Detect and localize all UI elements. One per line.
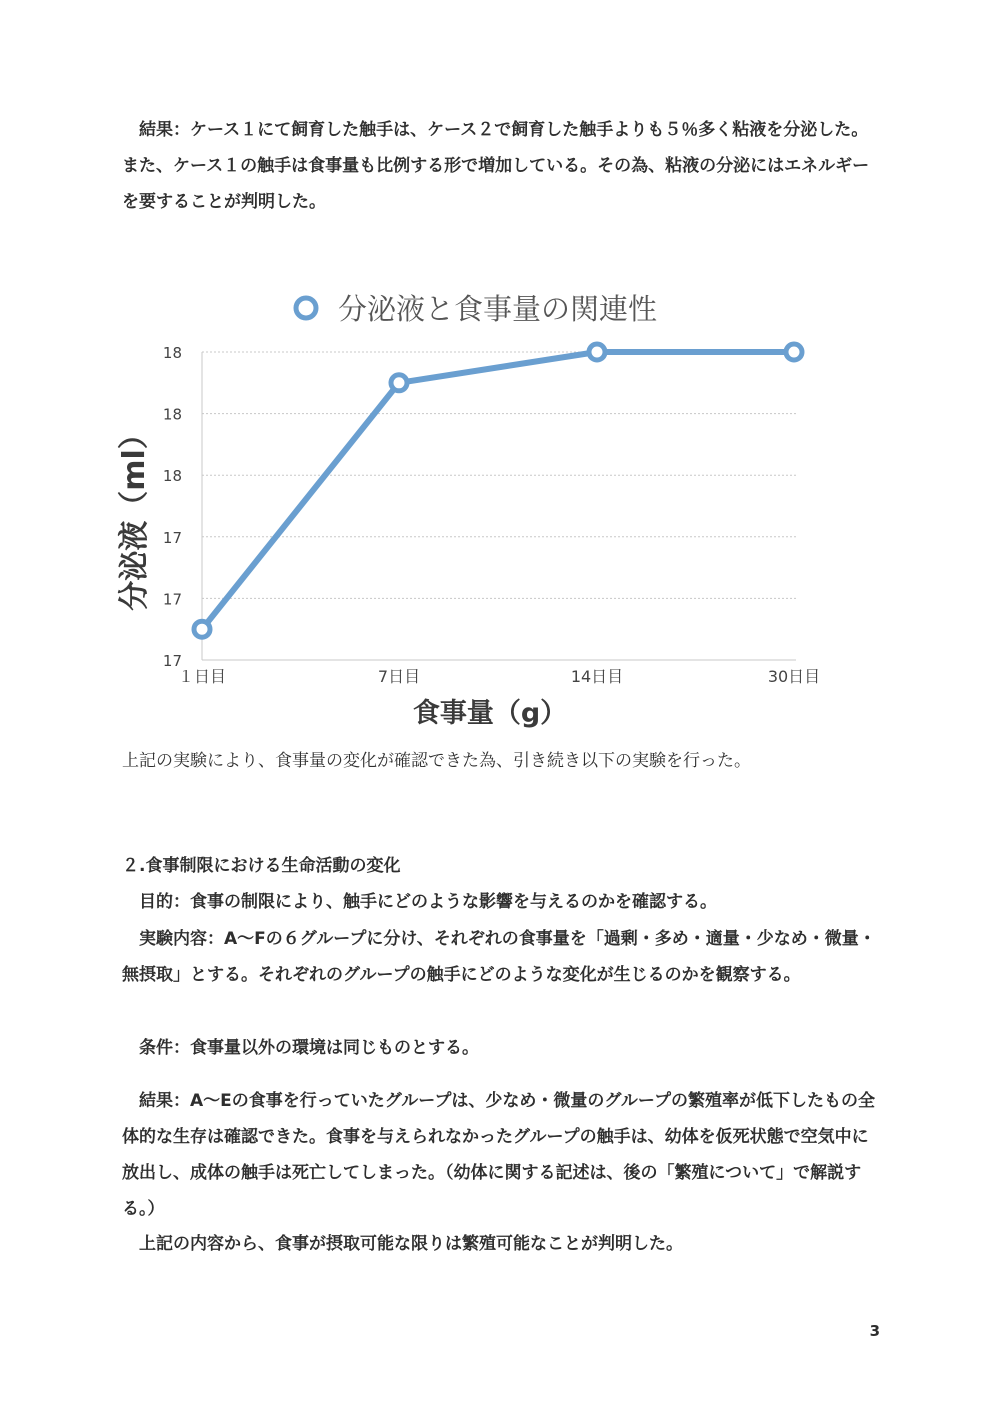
data-points — [194, 344, 802, 637]
x-axis-label: 食事量（g） — [412, 698, 568, 729]
x-tick-label: 14日目 — [570, 667, 624, 686]
section2-purpose: 目的：食事の制限により、触手にどのような影響を与えるのかを確認する。 — [139, 892, 717, 912]
grid-lines — [202, 352, 796, 660]
section2-result: 結果：A〜Eの食事を行っていたグループは、少なめ・微量のグループの繁殖率が低下したもの全体的な生存は確認できた。食事を与えられなかったグループの触手は、幼体を仮死状態で空気中に放出し、成体の触手は死亡してしまった。（幼体に関する記述は、後の「繁殖について」で解説する。） — [122, 1091, 876, 1219]
intro-result-paragraph: 結果：ケース１にて飼育した触手は、ケース２で飼育した触手よりも５％多く粘液を分泌した。また、ケース１の触手は食事量も比例する形で増加している。その為、粘液の分泌にはエネルギーを要することが判明した。 — [122, 120, 870, 212]
x-tick-labels — [178, 667, 820, 686]
y-axis-label: 分泌液（ml） — [117, 419, 152, 611]
x-tick-label: 7日目 — [377, 667, 421, 686]
chart-legend — [288, 292, 657, 326]
y-tick-label: 18 — [162, 467, 182, 486]
data-point — [194, 621, 210, 637]
section2-heading: ２.食事制限における生命活動の変化 — [122, 856, 401, 876]
y-tick-label: 17 — [162, 590, 182, 609]
series-line — [202, 352, 794, 629]
chart-title: 分泌液と食事量の関連性 — [338, 292, 658, 326]
section2-condition: 条件：食事量以外の環境は同じものとする。 — [139, 1038, 479, 1058]
y-tick-label: 17 — [162, 528, 182, 547]
y-tick-label: 18 — [162, 344, 182, 362]
data-point — [589, 344, 605, 360]
section2-conclusion: 上記の内容から、食事が摂取可能な限りは繁殖可能なことが判明した。 — [139, 1234, 683, 1254]
x-tick-label: 30日目 — [767, 667, 821, 686]
y-tick-label: 18 — [162, 405, 182, 424]
data-point — [391, 375, 407, 391]
x-tick-label: １日目 — [177, 667, 227, 686]
data-point — [786, 344, 802, 360]
section2-content: 実験内容：A〜Fの６グループに分け、それぞれの食事量を「過剰・多め・適量・少なめ・微量・無摂取」とする。それぞれのグループの触手にどのような変化が生じるのかを観察する。 — [122, 929, 876, 985]
after-chart-text: 上記の実験により、食事量の変化が確認できた為、引き続き以下の実験を行った。 — [122, 751, 751, 771]
y-tick-labels — [163, 344, 182, 670]
y-tick-label: 17 — [162, 652, 182, 670]
page-number: 3 — [869, 1322, 880, 1340]
line-chart — [100, 270, 840, 740]
